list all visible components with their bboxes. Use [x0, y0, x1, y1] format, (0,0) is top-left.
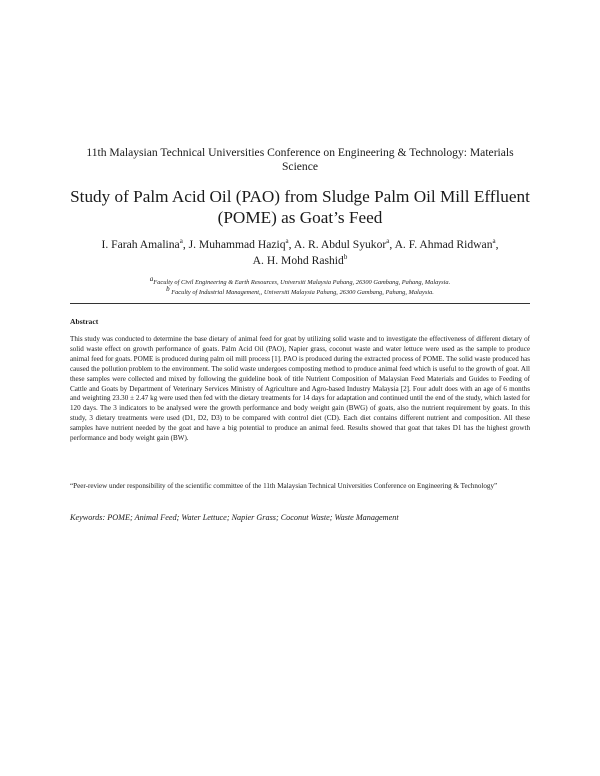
peer-review-note: “Peer-review under responsibility of the scientific committee of the 11th Malaysian Technical Universities Conference on Engineering & Technology” — [70, 482, 498, 490]
affiliation-marker: a — [386, 237, 390, 246]
author-separator: , — [182, 238, 189, 251]
affiliation-a — [60, 274, 540, 288]
affiliation-b — [60, 284, 540, 298]
affiliation-marker: a — [285, 237, 289, 246]
author-separator: , — [288, 238, 294, 251]
affiliation-marker: b — [343, 253, 348, 262]
paper-title: Study of Palm Acid Oil (PAO) from Sludge Palm Oil Mill Effluent (POME) as Goat’s Feed — [70, 187, 530, 227]
author-name: A. R. Abdul Syukor — [293, 238, 387, 251]
affiliation-text: Faculty of Industrial Management,, Universiti Malaysia Pahang, 26300 Gambang, Pahang, Malaysia. — [171, 288, 434, 296]
affiliations — [60, 274, 540, 297]
author-name: A. H. Mohd Rashid — [252, 254, 344, 267]
author-name: I. Farah Amalina — [101, 238, 180, 251]
author-separator: , — [495, 238, 499, 251]
affiliation-marker: b — [166, 284, 170, 293]
author-name: A. F. Ahmad Ridwan — [394, 238, 493, 251]
affiliation-marker: a — [492, 237, 496, 246]
author-list — [60, 237, 540, 269]
section-divider — [70, 303, 530, 304]
author-separator: , — [389, 238, 395, 251]
affiliation-text: Faculty of Civil Engineering & Earth Resources, Universiti Malaysia Pahang, 26300 Gambang, Pahang, Malaysia. — [153, 279, 451, 286]
affiliation-marker: a — [149, 274, 154, 283]
conference-name: 11th Malaysian Technical Universities Conference on Engineering & Technology: Materials Science — [86, 146, 514, 173]
abstract-heading: Abstract — [70, 317, 99, 326]
abstract-body: This study was conducted to determine the base dietary of animal feed for goat by utilizing solid waste and to investigate the effectiveness of different dietary of solid waste effect on growth performance of goats. Palm Acid Oil (PAO), Napier grass, coconut waste and water lettuce were used as the sample to produce animal feed for goats. POME is produced during palm oil mill process [1]. PAO is produced during the extracted process of POME. The solid waste produced has caused the pollution problem to the environment. The solid waste undergoes composting method to produce animal feed which is useful to the growth of goat. All these samples were collected and mixed by following the guideline book of title Nutrient Composition of Malaysian Feed Materials and Guides to Feeding of Cattle and Goats by Department of Veterinary Services Ministry of Agriculture and Agro-based Industry Malaysia [2]. Four adult does with an age of 6 months and weighting 23.30 ± 2.47 kg were used then fed with the dietary treatments for 14 days for adaptation and continued until the end of the study, which lasted for 120 days. The 3 indicators to be analysed were the growth performance and body weight gain (BWG) of goats, also the nutrient requirement by goats. In this study, 3 dietary treatments were used (D1, D2, D3) to be compared with control diet (CD). Each diet contains different nutrient and composition. All these samples have nutrient needed by the goat and have a big potential to produce an animal feed. Results showed that goat that takes D1 has the highest growth performance and body weight gain (BW). — [70, 335, 530, 443]
keywords: Keywords: POME; Animal Feed; Water Lettuce; Napier Grass; Coconut Waste; Waste Management — [70, 513, 399, 522]
author-name: J. Muhammad Haziq — [188, 238, 286, 251]
affiliation-marker: a — [179, 237, 183, 246]
